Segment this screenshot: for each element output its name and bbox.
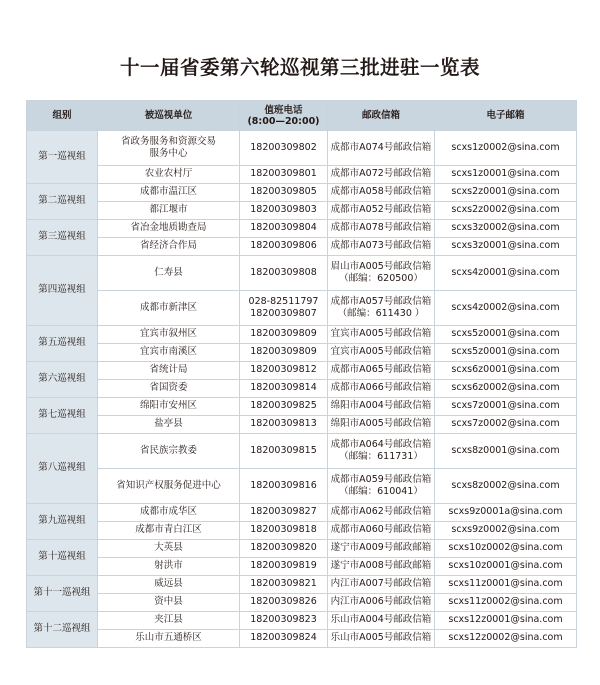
unit-line: 成都市温江区 [139, 186, 197, 198]
group-name-cell: 第六巡视组 [27, 362, 98, 398]
mail-line: 成都市A065号邮政信箱 [330, 364, 432, 376]
email-cell: scxs8z0001@sina.com [435, 434, 577, 469]
email-cell: scxs9z0001a@sina.com [435, 504, 577, 522]
unit-cell [98, 380, 240, 398]
email-cell: scxs5z0001@sina.com [435, 326, 577, 344]
unit-cell [98, 220, 240, 238]
mail-line: 内江市A007号邮政信箱 [330, 578, 432, 590]
unit-line: 省民族宗教委 [139, 444, 197, 456]
unit-line: 夹江县 [154, 614, 183, 626]
group-name-cell: 第七巡视组 [27, 398, 98, 434]
mail-cell [328, 540, 435, 558]
phone-cell [240, 594, 328, 612]
mail-line: 绵阳市A004号邮政信箱 [330, 400, 432, 412]
unit-line: 省政务服务和资源交易 [120, 135, 216, 147]
mail-cell [328, 594, 435, 612]
mail-line: 遂宁市A008号邮政邮箱 [330, 560, 432, 572]
phone-line: 18200309816 [250, 479, 317, 491]
email-cell: scxs3z0002@sina.com [435, 220, 577, 238]
mail-cell [328, 558, 435, 576]
mail-cell [328, 612, 435, 630]
phone-line: 18200309806 [250, 240, 317, 252]
email-cell: scxs6z0001@sina.com [435, 362, 577, 380]
email-cell: scxs2z0002@sina.com [435, 202, 577, 220]
unit-line: 成都市青白江区 [135, 524, 202, 536]
mail-cell [328, 576, 435, 594]
group-name-cell: 第一巡视组 [27, 131, 98, 184]
unit-cell [98, 540, 240, 558]
mail-line: 成都市A072号邮政信箱 [330, 168, 432, 180]
email-cell: scxs1z0002@sina.com [435, 131, 577, 166]
mail-line: （邮编：620500） [339, 273, 423, 284]
mail-line: 成都市A062号邮政信箱 [330, 506, 432, 518]
unit-cell [98, 522, 240, 540]
phone-cell [240, 256, 328, 291]
unit-line: 大英县 [154, 542, 183, 554]
phone-cell [240, 504, 328, 522]
table-row [27, 469, 577, 504]
table-row [27, 540, 577, 558]
mail-line: 乐山市A005号邮政信箱 [330, 632, 432, 644]
unit-line: 绵阳市安州区 [139, 400, 197, 412]
mail-line: 成都市A059号邮政信箱 [330, 473, 432, 485]
unit-line: 省冶金地质勘查局 [130, 222, 207, 234]
email-cell: scxs4z0002@sina.com [435, 291, 577, 326]
unit-cell [98, 202, 240, 220]
table-row [27, 131, 577, 166]
unit-line: 农业农村厅 [144, 168, 193, 180]
inspection-table [26, 100, 577, 648]
phone-line: 18200309805 [250, 186, 317, 198]
phone-line: 18200309808 [250, 266, 317, 278]
unit-line: 盐亭县 [154, 418, 183, 430]
phone-cell [240, 184, 328, 202]
phone-line: 18200309821 [250, 578, 317, 590]
mail-cell [328, 522, 435, 540]
phone-line: 18200309803 [250, 204, 317, 216]
header-phone-line1: 值班电话 [264, 104, 303, 116]
email-cell: scxs11z0001@sina.com [435, 576, 577, 594]
table-row [27, 256, 577, 291]
mail-line: 眉山市A005号邮政信箱 [330, 260, 432, 272]
group-name-cell: 第九巡视组 [27, 504, 98, 540]
phone-line: 18200309812 [250, 364, 317, 376]
unit-line: 成都市成华区 [139, 506, 197, 518]
phone-line: 18200309802 [250, 141, 317, 153]
unit-cell [98, 131, 240, 166]
table-row [27, 326, 577, 344]
email-cell: scxs12z0001@sina.com [435, 612, 577, 630]
mail-cell [328, 131, 435, 166]
mail-cell [328, 416, 435, 434]
mail-cell [328, 380, 435, 398]
phone-line: 18200309807 [250, 308, 317, 319]
header-phone-line2: (8:00—20:00) [247, 115, 320, 127]
email-cell: scxs4z0001@sina.com [435, 256, 577, 291]
phone-cell [240, 291, 328, 326]
unit-line: 省经济合作局 [139, 240, 197, 252]
unit-cell [98, 594, 240, 612]
unit-cell [98, 344, 240, 362]
mail-cell [328, 362, 435, 380]
phone-cell [240, 220, 328, 238]
phone-line: 18200309819 [250, 560, 317, 572]
mail-line: 成都市A064号邮政信箱 [330, 438, 432, 450]
email-cell: scxs7z0002@sina.com [435, 416, 577, 434]
header-group: 组别 [27, 101, 98, 131]
table-row [27, 398, 577, 416]
table-row [27, 558, 577, 576]
mail-line: 成都市A078号邮政信箱 [330, 222, 432, 234]
group-name-cell: 第十二巡视组 [27, 612, 98, 648]
unit-cell [98, 434, 240, 469]
group-name-cell: 第二巡视组 [27, 184, 98, 220]
page-title: 十一届省委第六轮巡视第三批进驻一览表 [119, 56, 480, 79]
mail-line: 成都市A073号邮政信箱 [330, 240, 432, 252]
unit-cell [98, 166, 240, 184]
unit-line: 成都市新津区 [139, 301, 197, 313]
mail-cell [328, 469, 435, 504]
table-row [27, 166, 577, 184]
table-row [27, 238, 577, 256]
table-row [27, 184, 577, 202]
email-cell: scxs8z0002@sina.com [435, 469, 577, 504]
group-name-cell: 第五巡视组 [27, 326, 98, 362]
phone-line: 18200309801 [250, 168, 317, 180]
group-name-cell: 第四巡视组 [27, 256, 98, 326]
table-row [27, 576, 577, 594]
email-cell: scxs2z0001@sina.com [435, 184, 577, 202]
table-row [27, 344, 577, 362]
phone-cell [240, 558, 328, 576]
email-cell: scxs9z0002@sina.com [435, 522, 577, 540]
mail-cell [328, 256, 435, 291]
mail-cell [328, 166, 435, 184]
phone-cell [240, 202, 328, 220]
mail-cell [328, 504, 435, 522]
phone-cell [240, 434, 328, 469]
unit-cell [98, 469, 240, 504]
unit-cell [98, 558, 240, 576]
mail-cell [328, 238, 435, 256]
phone-cell [240, 469, 328, 504]
table-row [27, 202, 577, 220]
unit-line: 宜宾市南溪区 [139, 346, 197, 358]
mail-cell [328, 344, 435, 362]
mail-cell [328, 184, 435, 202]
unit-line: 仁寿县 [154, 266, 183, 278]
mail-cell [328, 291, 435, 326]
email-cell: scxs3z0001@sina.com [435, 238, 577, 256]
phone-line: 18200309809 [250, 328, 317, 340]
table-row [27, 362, 577, 380]
phone-cell [240, 416, 328, 434]
group-name-cell: 第三巡视组 [27, 220, 98, 256]
email-cell: scxs12z0002@sina.com [435, 630, 577, 648]
phone-line: 18200309809 [250, 346, 317, 358]
unit-line: 资中县 [154, 596, 183, 608]
phone-line: 028-82511797 [248, 295, 319, 307]
table-row [27, 380, 577, 398]
phone-cell [240, 630, 328, 648]
email-cell: scxs1z0001@sina.com [435, 166, 577, 184]
mail-line: 成都市A057号邮政信箱 [330, 295, 432, 307]
phone-line: 18200309804 [250, 222, 317, 234]
mail-line: 成都市A066号邮政信箱 [330, 382, 432, 394]
header-unit: 被巡视单位 [98, 101, 240, 131]
unit-line: 省知识产权服务促进中心 [116, 479, 221, 491]
email-cell: scxs6z0002@sina.com [435, 380, 577, 398]
mail-line: 内江市A006号邮政信箱 [330, 596, 432, 608]
unit-cell [98, 612, 240, 630]
unit-cell [98, 398, 240, 416]
unit-line: 威远县 [154, 578, 183, 590]
phone-cell [240, 238, 328, 256]
phone-line: 18200309815 [250, 444, 317, 456]
phone-line: 18200309824 [250, 632, 317, 644]
unit-cell [98, 238, 240, 256]
mail-line: 成都市A060号邮政信箱 [330, 524, 432, 536]
phone-cell [240, 362, 328, 380]
email-cell: scxs7z0001@sina.com [435, 398, 577, 416]
phone-line: 18200309823 [250, 614, 317, 626]
email-cell: scxs11z0002@sina.com [435, 594, 577, 612]
mail-cell [328, 434, 435, 469]
phone-line: 18200309820 [250, 542, 317, 554]
email-cell: scxs10z0001@sina.com [435, 558, 577, 576]
unit-line: 服务中心 [149, 148, 188, 159]
email-cell: scxs10z0002@sina.com [435, 540, 577, 558]
unit-cell [98, 256, 240, 291]
mail-line: 宜宾市A005号邮政信箱 [330, 328, 432, 340]
mail-cell [328, 630, 435, 648]
mail-line: 成都市A074号邮政信箱 [330, 141, 432, 153]
mail-line: （邮编：610041） [339, 486, 423, 497]
phone-cell [240, 540, 328, 558]
phone-cell [240, 166, 328, 184]
unit-cell [98, 504, 240, 522]
phone-cell [240, 131, 328, 166]
table-row [27, 434, 577, 469]
table-row [27, 291, 577, 326]
phone-line: 18200309818 [250, 524, 317, 536]
mail-cell [328, 220, 435, 238]
table-row [27, 522, 577, 540]
unit-line: 射洪市 [154, 560, 183, 572]
phone-line: 18200309814 [250, 382, 317, 394]
mail-line: （邮编：611430 ） [337, 308, 425, 319]
table-row [27, 504, 577, 522]
group-name-cell: 第十巡视组 [27, 540, 98, 576]
phone-cell [240, 612, 328, 630]
phone-cell [240, 380, 328, 398]
table-row [27, 612, 577, 630]
mail-line: 成都市A052号邮政信箱 [330, 204, 432, 216]
unit-cell [98, 362, 240, 380]
unit-line: 都江堰市 [149, 204, 188, 216]
header-mail: 邮政信箱 [328, 101, 435, 131]
mail-cell [328, 326, 435, 344]
group-name-cell: 第十一巡视组 [27, 576, 98, 612]
table-row [27, 416, 577, 434]
unit-cell [98, 576, 240, 594]
mail-line: 遂宁市A009号邮政邮箱 [330, 542, 432, 554]
phone-cell [240, 398, 328, 416]
email-cell: scxs5z0001@sina.com [435, 344, 577, 362]
unit-cell [98, 630, 240, 648]
header-row [27, 101, 577, 131]
mail-line: 乐山市A004号邮政信箱 [330, 614, 432, 626]
table-row [27, 594, 577, 612]
mail-line: （邮编：611731） [339, 451, 423, 462]
header-phone [240, 101, 328, 131]
unit-cell [98, 416, 240, 434]
mail-cell [328, 398, 435, 416]
phone-line: 18200309813 [250, 418, 317, 430]
phone-cell [240, 344, 328, 362]
unit-line: 省国资委 [149, 382, 188, 394]
unit-line: 省统计局 [149, 364, 188, 376]
phone-line: 18200309827 [250, 506, 317, 518]
unit-cell [98, 326, 240, 344]
mail-line: 成都市A058号邮政信箱 [330, 186, 432, 198]
unit-line: 乐山市五通桥区 [135, 632, 202, 644]
phone-cell [240, 326, 328, 344]
phone-cell [240, 522, 328, 540]
table-row [27, 630, 577, 648]
table-row [27, 220, 577, 238]
unit-cell [98, 291, 240, 326]
phone-line: 18200309825 [250, 400, 317, 412]
mail-line: 绵阳市A005号邮政信箱 [330, 418, 432, 430]
unit-line: 宜宾市叙州区 [139, 328, 197, 340]
unit-cell [98, 184, 240, 202]
mail-line: 宜宾市A005号邮政信箱 [330, 346, 432, 358]
phone-line: 18200309826 [250, 596, 317, 608]
phone-cell [240, 576, 328, 594]
group-name-cell: 第八巡视组 [27, 434, 98, 504]
header-email: 电子邮箱 [435, 101, 577, 131]
mail-cell [328, 202, 435, 220]
